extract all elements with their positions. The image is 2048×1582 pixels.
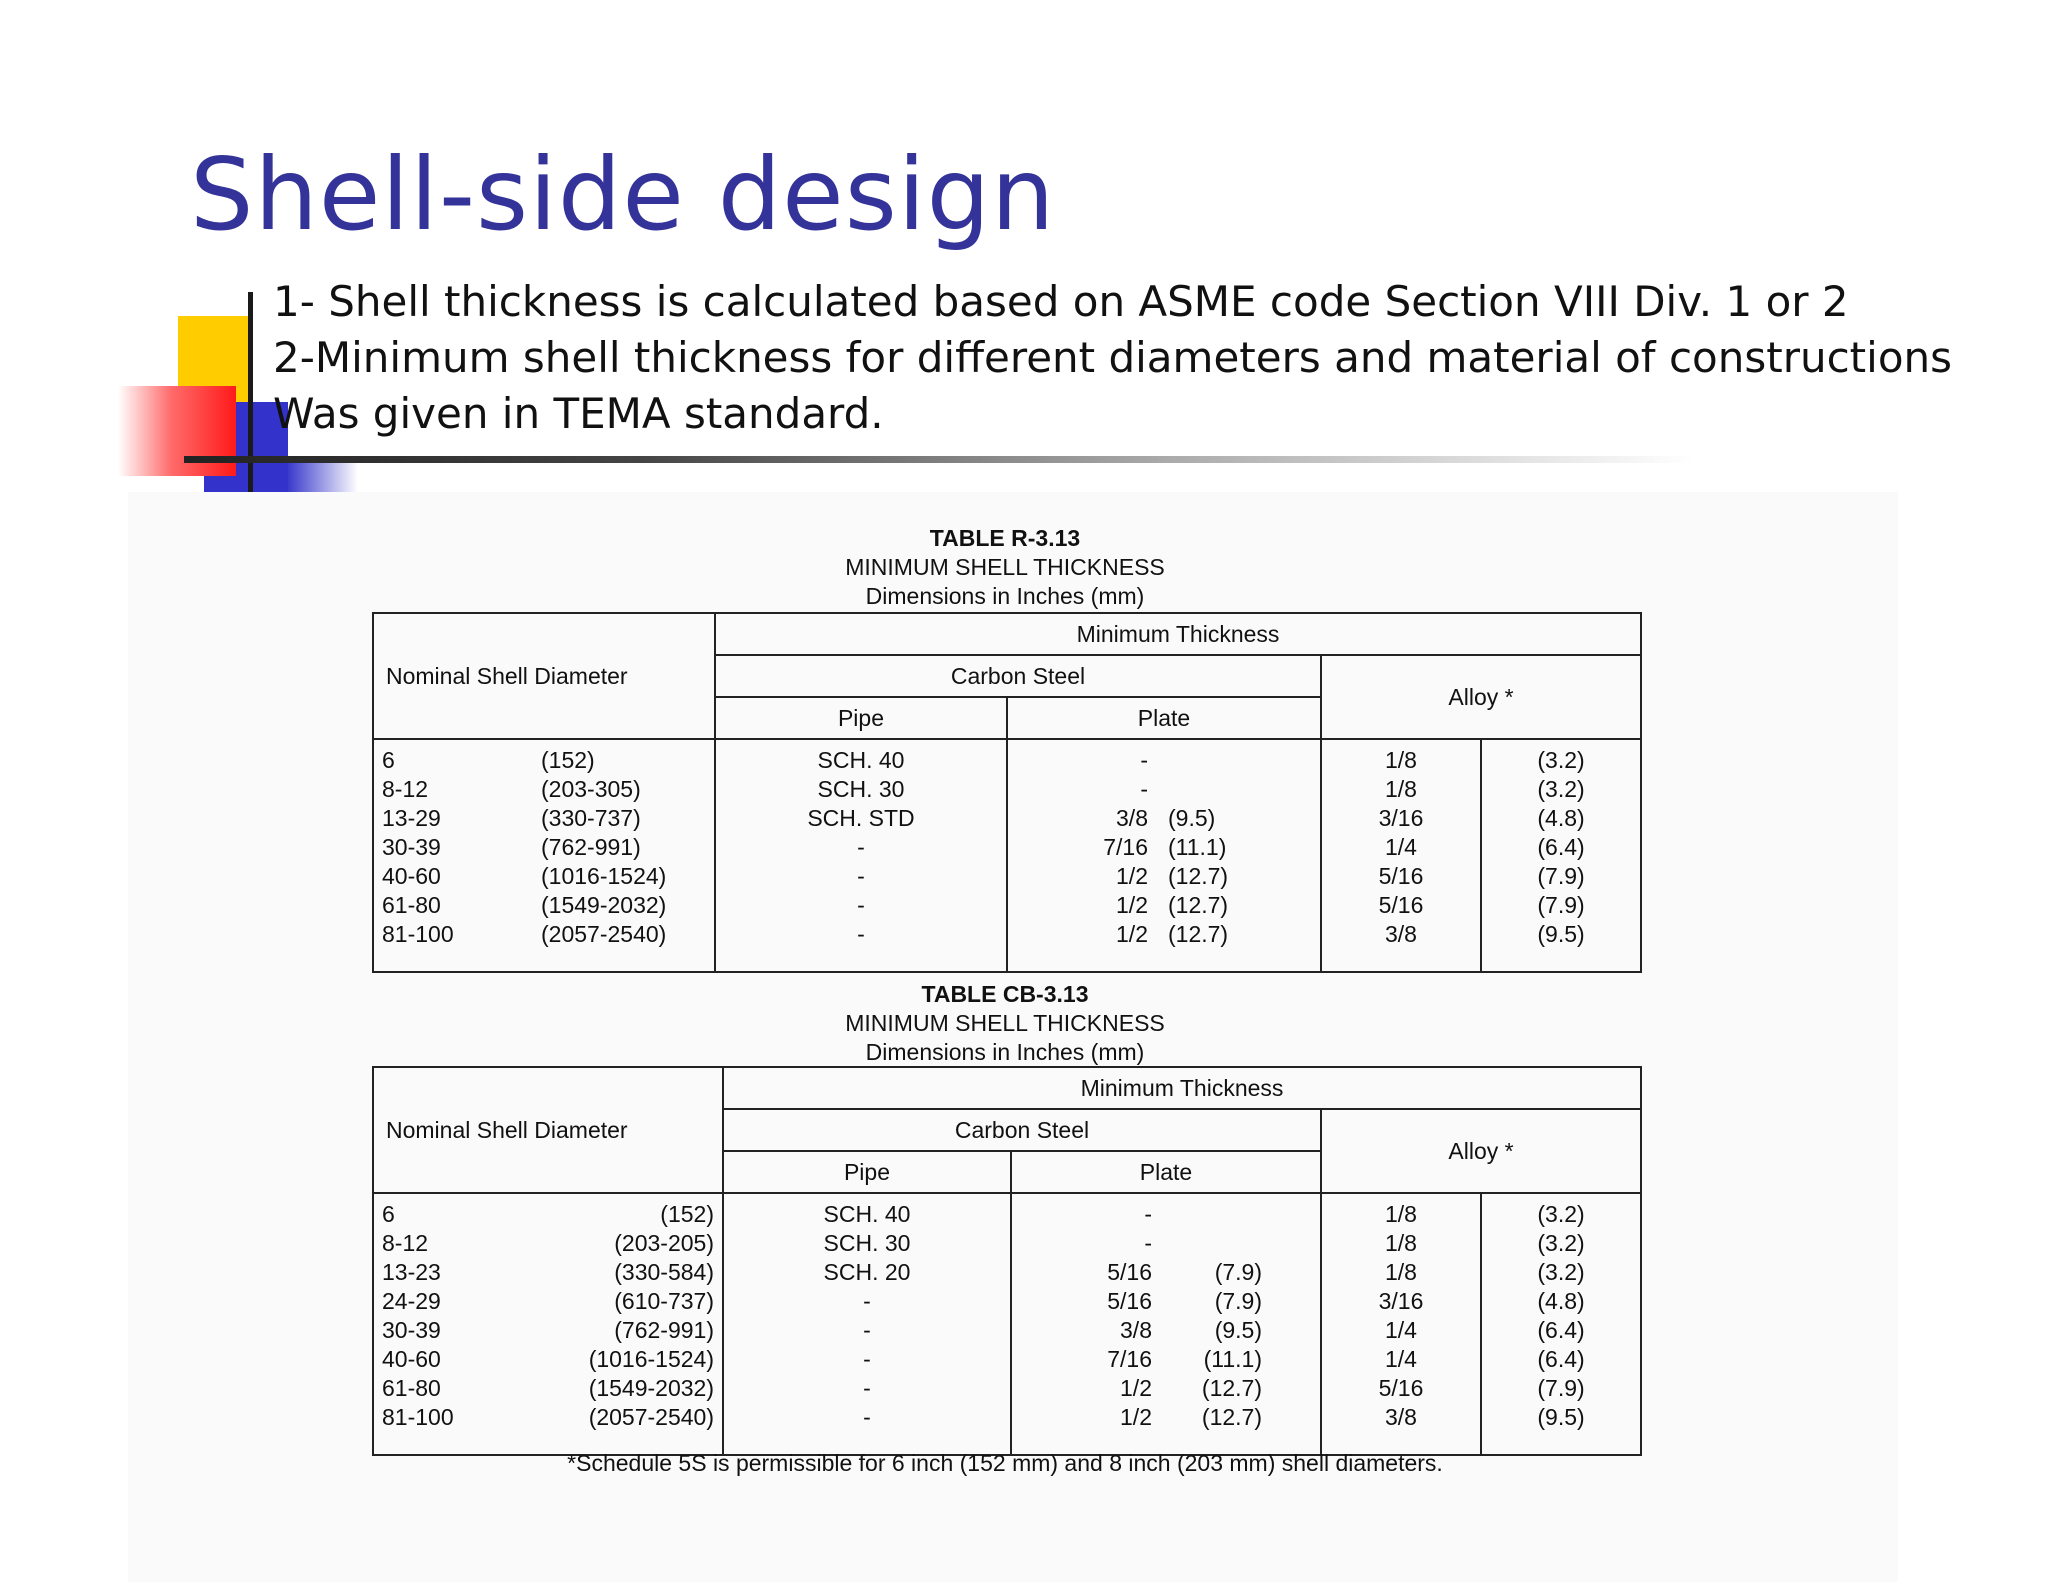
table1-units: Dimensions in Inches (mm) bbox=[865, 583, 1145, 609]
diameter-mm-text: (152) bbox=[541, 747, 595, 773]
bullet-line-2: 2-Minimum shell thickness for different diameters and material of constructions bbox=[273, 333, 1953, 382]
cell-pipe bbox=[723, 1229, 1011, 1258]
plate-in-text: 3/8 bbox=[1116, 805, 1148, 831]
diameter-mm-text: (152) bbox=[660, 1201, 714, 1227]
diameter-mm-text: (2057-2540) bbox=[541, 921, 667, 947]
cell-alloy-in bbox=[1321, 804, 1481, 833]
cell-pipe bbox=[715, 775, 1007, 804]
table-row bbox=[373, 1316, 1641, 1345]
header-min-thickness: Minimum Thickness bbox=[715, 613, 1641, 655]
plate-mm-text: (12.7) bbox=[1201, 1375, 1262, 1401]
plate-in-text: 5/16 bbox=[1107, 1259, 1152, 1285]
table2 bbox=[372, 1066, 1642, 1456]
diameter-in-text: 61-80 bbox=[382, 892, 441, 918]
alloy-in-text: 1/8 bbox=[1385, 1201, 1417, 1227]
alloy-in-text: 3/8 bbox=[1385, 1404, 1417, 1430]
alloy-in-text: 3/8 bbox=[1385, 921, 1417, 947]
diameter-mm-text: (2057-2540) bbox=[588, 1404, 714, 1430]
alloy-mm-text: (7.9) bbox=[1537, 863, 1585, 889]
table-row bbox=[373, 862, 1641, 891]
header-alloy: Alloy * bbox=[1321, 655, 1641, 739]
diameter-mm-text: (1016-1524) bbox=[541, 863, 667, 889]
pipe-text: - bbox=[863, 1375, 871, 1401]
alloy-mm-text: (3.2) bbox=[1537, 1201, 1585, 1227]
cell-pipe bbox=[715, 833, 1007, 862]
cell-diameter-in bbox=[373, 833, 533, 862]
cell-pipe bbox=[715, 804, 1007, 833]
cell-alloy-in bbox=[1321, 862, 1481, 891]
pipe-text: SCH. 20 bbox=[823, 1259, 911, 1285]
cell-plate bbox=[1011, 1345, 1321, 1374]
plate-mm-text: (12.7) bbox=[1168, 863, 1229, 889]
table-row bbox=[373, 1287, 1641, 1316]
cell-alloy-in bbox=[1321, 1316, 1481, 1345]
cell-pipe bbox=[723, 1193, 1011, 1229]
cell-plate bbox=[1007, 833, 1321, 862]
table2-subtitle: MINIMUM SHELL THICKNESS bbox=[845, 1010, 1165, 1036]
diameter-in-text: 30-39 bbox=[382, 1317, 441, 1343]
table-row bbox=[373, 1345, 1641, 1374]
plate-in-text: 1/2 bbox=[1116, 863, 1148, 889]
plate-mm-text: (7.9) bbox=[1214, 1259, 1262, 1285]
diameter-in-text: 61-80 bbox=[382, 1375, 441, 1401]
alloy-in-text: 1/8 bbox=[1385, 1230, 1417, 1256]
table-row bbox=[373, 833, 1641, 862]
cell-diameter-in bbox=[373, 891, 533, 920]
cell-alloy-in bbox=[1321, 1345, 1481, 1374]
table2-units: Dimensions in Inches (mm) bbox=[865, 1039, 1145, 1065]
cell-alloy-mm bbox=[1481, 1229, 1641, 1258]
cell-alloy-in bbox=[1321, 775, 1481, 804]
bullet-line-3: Was given in TEMA standard. bbox=[273, 389, 884, 438]
cell-pipe bbox=[723, 1374, 1011, 1403]
header-nominal-diameter: Nominal Shell Diameter bbox=[373, 1067, 723, 1193]
cell-alloy-mm bbox=[1481, 1287, 1641, 1316]
cell-alloy-in bbox=[1321, 1258, 1481, 1287]
diameter-in-text: 40-60 bbox=[382, 1346, 441, 1372]
cell-diameter-mm bbox=[533, 1193, 723, 1229]
cell-diameter-mm bbox=[533, 862, 715, 891]
alloy-in-text: 3/16 bbox=[1378, 1288, 1424, 1314]
alloy-mm-text: (6.4) bbox=[1537, 834, 1585, 860]
cell-alloy-mm bbox=[1481, 1316, 1641, 1345]
plate-in-text: 5/16 bbox=[1107, 1288, 1152, 1314]
plate-in-text: 1/2 bbox=[1120, 1404, 1152, 1430]
cell-diameter-mm bbox=[533, 920, 715, 972]
header-plate: Plate bbox=[1007, 697, 1321, 739]
cell-diameter-in bbox=[373, 1287, 533, 1316]
cell-diameter-in bbox=[373, 775, 533, 804]
plate-mm-text: (9.5) bbox=[1168, 805, 1216, 831]
table-row bbox=[373, 1193, 1641, 1229]
cell-plate bbox=[1007, 804, 1321, 833]
cell-alloy-mm bbox=[1481, 833, 1641, 862]
diameter-in-text: 81-100 bbox=[382, 921, 454, 947]
cell-pipe bbox=[723, 1258, 1011, 1287]
cell-pipe bbox=[715, 920, 1007, 972]
plate-in-text: 3/8 bbox=[1120, 1317, 1152, 1343]
diameter-mm-text: (1016-1524) bbox=[588, 1346, 714, 1372]
cell-pipe bbox=[715, 862, 1007, 891]
diameter-mm-text: (330-737) bbox=[541, 805, 641, 831]
plate-in-text: - bbox=[1140, 776, 1148, 802]
cell-pipe bbox=[723, 1403, 1011, 1455]
diameter-mm-text: (330-584) bbox=[614, 1259, 714, 1285]
plate-mm-text: (12.7) bbox=[1201, 1404, 1262, 1430]
pipe-text: - bbox=[857, 892, 865, 918]
alloy-in-text: 5/16 bbox=[1378, 863, 1424, 889]
cell-plate bbox=[1007, 862, 1321, 891]
cell-alloy-mm bbox=[1481, 1374, 1641, 1403]
alloy-in-text: 5/16 bbox=[1378, 1375, 1424, 1401]
pipe-text: - bbox=[857, 863, 865, 889]
plate-in-text: 1/2 bbox=[1120, 1375, 1152, 1401]
cell-alloy-mm bbox=[1481, 739, 1641, 775]
alloy-in-text: 3/16 bbox=[1378, 805, 1424, 831]
alloy-mm-text: (6.4) bbox=[1537, 1346, 1585, 1372]
table1-subtitle: MINIMUM SHELL THICKNESS bbox=[845, 554, 1165, 580]
diameter-mm-text: (1549-2032) bbox=[541, 892, 667, 918]
table-row bbox=[373, 1403, 1641, 1455]
cell-plate bbox=[1007, 920, 1321, 972]
cell-diameter-mm bbox=[533, 1258, 723, 1287]
cell-alloy-mm bbox=[1481, 775, 1641, 804]
header-carbon-steel: Carbon Steel bbox=[723, 1109, 1321, 1151]
alloy-mm-text: (3.2) bbox=[1537, 1230, 1585, 1256]
pipe-text: SCH. 30 bbox=[817, 776, 905, 802]
cell-diameter-mm bbox=[533, 1229, 723, 1258]
alloy-mm-text: (3.2) bbox=[1537, 747, 1585, 773]
diameter-mm-text: (1549-2032) bbox=[588, 1375, 714, 1401]
alloy-in-text: 1/8 bbox=[1385, 776, 1417, 802]
cell-plate bbox=[1011, 1193, 1321, 1229]
diameter-in-text: 8-12 bbox=[382, 776, 429, 802]
diameter-in-text: 13-23 bbox=[382, 1259, 441, 1285]
cell-pipe bbox=[715, 891, 1007, 920]
plate-mm-text: (12.7) bbox=[1168, 921, 1229, 947]
cell-diameter-in bbox=[373, 1374, 533, 1403]
cell-diameter-mm bbox=[533, 891, 715, 920]
cell-alloy-mm bbox=[1481, 1345, 1641, 1374]
bullet-list bbox=[273, 274, 1952, 442]
pipe-text: SCH. STD bbox=[807, 805, 915, 831]
pipe-text: SCH. 40 bbox=[823, 1201, 911, 1227]
header-min-thickness: Minimum Thickness bbox=[723, 1067, 1641, 1109]
table1 bbox=[372, 612, 1642, 973]
cell-plate bbox=[1007, 775, 1321, 804]
cell-diameter-in bbox=[373, 1258, 533, 1287]
alloy-mm-text: (4.8) bbox=[1537, 805, 1585, 831]
header-plate: Plate bbox=[1011, 1151, 1321, 1193]
cell-diameter-in bbox=[373, 1316, 533, 1345]
plate-in-text: - bbox=[1144, 1201, 1152, 1227]
diameter-in-text: 6 bbox=[382, 1201, 395, 1227]
cell-alloy-in bbox=[1321, 1229, 1481, 1258]
diameter-in-text: 30-39 bbox=[382, 834, 441, 860]
plate-mm-text: (7.9) bbox=[1214, 1288, 1262, 1314]
diameter-in-text: 24-29 bbox=[382, 1288, 441, 1314]
table2-body bbox=[373, 1193, 1641, 1455]
diameter-in-text: 8-12 bbox=[382, 1230, 429, 1256]
table-row bbox=[373, 775, 1641, 804]
diameter-mm-text: (203-305) bbox=[541, 776, 641, 802]
pipe-text: SCH. 40 bbox=[817, 747, 905, 773]
table2-caption bbox=[368, 980, 1642, 1067]
cell-alloy-in bbox=[1321, 920, 1481, 972]
plate-in-text: - bbox=[1140, 747, 1148, 773]
plate-mm-text: (11.1) bbox=[1203, 1346, 1262, 1372]
diameter-mm-text: (762-991) bbox=[541, 834, 641, 860]
cell-alloy-mm bbox=[1481, 1403, 1641, 1455]
cell-diameter-in bbox=[373, 1403, 533, 1455]
cell-diameter-mm bbox=[533, 775, 715, 804]
alloy-mm-text: (9.5) bbox=[1537, 1404, 1585, 1430]
diameter-mm-text: (203-205) bbox=[614, 1230, 714, 1256]
cell-diameter-in bbox=[373, 920, 533, 972]
cell-alloy-in bbox=[1321, 891, 1481, 920]
cell-pipe bbox=[715, 739, 1007, 775]
accent-horizontal-rule bbox=[184, 456, 1694, 463]
pipe-text: - bbox=[857, 921, 865, 947]
plate-in-text: 7/16 bbox=[1103, 834, 1148, 860]
header-alloy: Alloy * bbox=[1321, 1109, 1641, 1193]
cell-alloy-mm bbox=[1481, 862, 1641, 891]
cell-plate bbox=[1007, 739, 1321, 775]
cell-alloy-mm bbox=[1481, 804, 1641, 833]
alloy-mm-text: (9.5) bbox=[1537, 921, 1585, 947]
plate-in-text: 7/16 bbox=[1107, 1346, 1152, 1372]
cell-diameter-in bbox=[373, 1229, 533, 1258]
plate-in-text: 1/2 bbox=[1116, 892, 1148, 918]
cell-diameter-mm bbox=[533, 1287, 723, 1316]
cell-plate bbox=[1011, 1374, 1321, 1403]
cell-alloy-in bbox=[1321, 739, 1481, 775]
header-pipe: Pipe bbox=[723, 1151, 1011, 1193]
table-row bbox=[373, 891, 1641, 920]
pipe-text: - bbox=[863, 1288, 871, 1314]
table-row bbox=[373, 804, 1641, 833]
diameter-in-text: 13-29 bbox=[382, 805, 441, 831]
cell-alloy-mm bbox=[1481, 891, 1641, 920]
cell-diameter-mm bbox=[533, 1403, 723, 1455]
diameter-in-text: 40-60 bbox=[382, 863, 441, 889]
header-nominal-diameter: Nominal Shell Diameter bbox=[373, 613, 715, 739]
diameter-mm-text: (610-737) bbox=[614, 1288, 714, 1314]
alloy-in-text: 1/8 bbox=[1385, 1259, 1417, 1285]
diameter-mm-text: (762-991) bbox=[614, 1317, 714, 1343]
cell-plate bbox=[1011, 1316, 1321, 1345]
bullet-line-1: 1- Shell thickness is calculated based on ASME code Section VIII Div. 1 or 2 bbox=[273, 277, 1849, 326]
alloy-in-text: 1/8 bbox=[1385, 747, 1417, 773]
alloy-in-text: 1/4 bbox=[1385, 1346, 1417, 1372]
pipe-text: - bbox=[863, 1404, 871, 1430]
diameter-in-text: 81-100 bbox=[382, 1404, 454, 1430]
table1-body bbox=[373, 739, 1641, 972]
cell-diameter-in bbox=[373, 1193, 533, 1229]
cell-diameter-mm bbox=[533, 1316, 723, 1345]
cell-pipe bbox=[723, 1287, 1011, 1316]
cell-plate bbox=[1011, 1403, 1321, 1455]
cell-alloy-in bbox=[1321, 1403, 1481, 1455]
pipe-text: - bbox=[857, 834, 865, 860]
cell-plate bbox=[1011, 1258, 1321, 1287]
alloy-mm-text: (3.2) bbox=[1537, 1259, 1585, 1285]
plate-in-text: 1/2 bbox=[1116, 921, 1148, 947]
table-row bbox=[373, 1258, 1641, 1287]
cell-alloy-in bbox=[1321, 1193, 1481, 1229]
table1-name: TABLE R-3.13 bbox=[929, 525, 1081, 551]
cell-diameter-mm bbox=[533, 833, 715, 862]
cell-alloy-mm bbox=[1481, 1193, 1641, 1229]
alloy-mm-text: (7.9) bbox=[1537, 1375, 1585, 1401]
table-row bbox=[373, 920, 1641, 972]
alloy-in-text: 1/4 bbox=[1385, 834, 1417, 860]
plate-mm-text: (12.7) bbox=[1168, 892, 1229, 918]
table-row bbox=[373, 739, 1641, 775]
slide-title: Shell-side design bbox=[190, 136, 1056, 253]
cell-diameter-mm bbox=[533, 1374, 723, 1403]
cell-plate bbox=[1007, 891, 1321, 920]
table-row bbox=[373, 1374, 1641, 1403]
pipe-text: SCH. 30 bbox=[823, 1230, 911, 1256]
alloy-mm-text: (7.9) bbox=[1537, 892, 1585, 918]
table2-name: TABLE CB-3.13 bbox=[921, 981, 1089, 1007]
alloy-mm-text: (4.8) bbox=[1537, 1288, 1585, 1314]
plate-mm-text: (11.1) bbox=[1168, 834, 1227, 860]
diameter-in-text: 6 bbox=[382, 747, 395, 773]
cell-diameter-mm bbox=[533, 1345, 723, 1374]
pipe-text: - bbox=[863, 1317, 871, 1343]
cell-diameter-in bbox=[373, 862, 533, 891]
plate-in-text: - bbox=[1144, 1230, 1152, 1256]
accent-vertical-rule bbox=[248, 292, 253, 508]
cell-alloy-mm bbox=[1481, 920, 1641, 972]
cell-alloy-in bbox=[1321, 1287, 1481, 1316]
header-carbon-steel: Carbon Steel bbox=[715, 655, 1321, 697]
cell-plate bbox=[1011, 1229, 1321, 1258]
table-row bbox=[373, 1229, 1641, 1258]
pipe-text: - bbox=[863, 1346, 871, 1372]
header-pipe: Pipe bbox=[715, 697, 1007, 739]
alloy-mm-text: (3.2) bbox=[1537, 776, 1585, 802]
cell-diameter-in bbox=[373, 804, 533, 833]
table-footnote: *Schedule 5S is permissible for 6 inch (152 mm) and 8 inch (203 mm) shell diameters. bbox=[567, 1450, 1443, 1476]
cell-plate bbox=[1011, 1287, 1321, 1316]
cell-diameter-in bbox=[373, 1345, 533, 1374]
cell-pipe bbox=[723, 1316, 1011, 1345]
cell-diameter-in bbox=[373, 739, 533, 775]
cell-diameter-mm bbox=[533, 739, 715, 775]
table1-caption bbox=[368, 524, 1642, 611]
alloy-mm-text: (6.4) bbox=[1537, 1317, 1585, 1343]
plate-mm-text: (9.5) bbox=[1214, 1317, 1262, 1343]
cell-diameter-mm bbox=[533, 804, 715, 833]
alloy-in-text: 5/16 bbox=[1378, 892, 1424, 918]
cell-alloy-in bbox=[1321, 1374, 1481, 1403]
cell-alloy-mm bbox=[1481, 1258, 1641, 1287]
cell-pipe bbox=[723, 1345, 1011, 1374]
cell-alloy-in bbox=[1321, 833, 1481, 862]
alloy-in-text: 1/4 bbox=[1385, 1317, 1417, 1343]
